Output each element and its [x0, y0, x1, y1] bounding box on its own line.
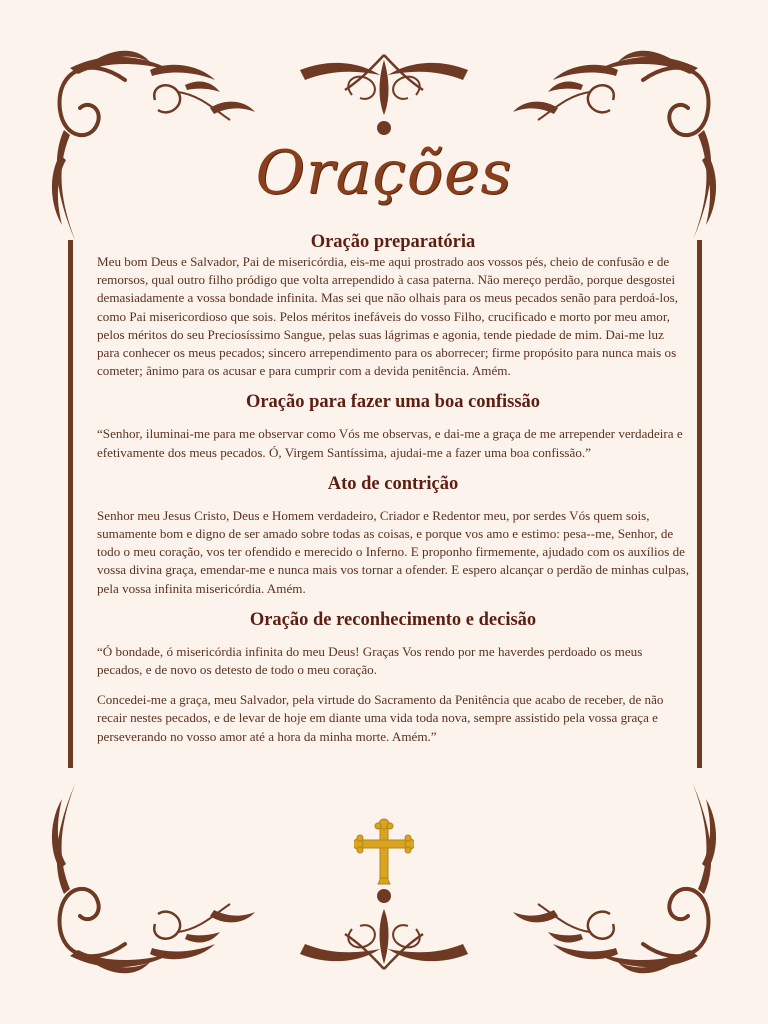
- prayer-paragraph: Senhor meu Jesus Cristo, Deus e Homem verdadeiro, Criador e Redentor meu, por serdes Vós quem sois, sumamente bom e digno de ser amado sobre todas as coisas, e porque vos amo e estimo: pesa--me, Senhor, de todo o meu coração, vos ter ofendido e merecido o Inferno. E proponho firmemente, ajudado com os auxílios de vossa divina graça, emendar-me e nunca mais vos tornar a ofender. E espero alcançar o perdão de minhas culpas, pela vossa infinita misericórdia. Amém.: [97, 507, 689, 596]
- section-heading-reconhecimento: Oração de reconhecimento e decisão: [249, 609, 537, 630]
- section-heading-preparatoria: Oração preparatória: [310, 232, 476, 252]
- prayer-content: [97, 232, 689, 746]
- prayer-paragraph: Concedei-me a graça, meu Salvador, pela virtude do Sacramento da Penitência que acabo de receber, de não recair nestes pecados, e de levar de hoje em diante uma vida toda nova, sempre assistido pela vossa graça e perseverando no vosso amor até a hora da minha morte. Amém.”: [97, 692, 664, 744]
- prayer-paragraph: “Senhor, iluminai-me para me observar como Vós me observas, e dai-me a graça de me arrepender verdadeira e efetivamente dos meus pecados. Ó, Virgem Santíssima, ajudai-me a fazer uma boa confissão.”: [97, 426, 683, 460]
- prayer-paragraph: Meu bom Deus e Salvador, Pai de misericórdia, eis-me aqui prostrado aos vossos pés, cheio de confusão e de remorsos, qual outro filho pródigo que volta arrependido à casa paterna. Não mereço perdão, porque desgostei demasiadamente a vossa bondade infinita. Mas sei que não olhais para os meus pecados senão para perdoá-los, como Pai misericordioso que sois. Pelos méritos inefáveis do vosso Filho, crucificado e morto por meu amor, pelos méritos do seu Preciosíssimo Sangue, pelas suas lágrimas e agonia, tende piedade de mim. Dai-me luz para conhecer os meus pecados; sincero arrependimento para os aborrecer; firme propósito para nunca mais os cometer; ânimo para os acusar e para cumprir com a devida penitência. Amém.: [97, 254, 679, 379]
- right-border-bar: [697, 240, 702, 768]
- ornate-cross-icon: [354, 818, 414, 888]
- left-border-bar: [68, 240, 73, 768]
- page-title: Orações: [255, 138, 513, 208]
- section-heading-confissao: Oração para fazer uma boa confissão: [245, 392, 541, 413]
- prayer-paragraph: “Ó bondade, ó misericórdia infinita do meu Deus! Graças Vos rendo por me haverdes perdoado os meus pecados, e de novo os detesto de todo o meu coração.: [97, 643, 643, 678]
- section-heading-contricao: Ato de contrição: [327, 473, 459, 494]
